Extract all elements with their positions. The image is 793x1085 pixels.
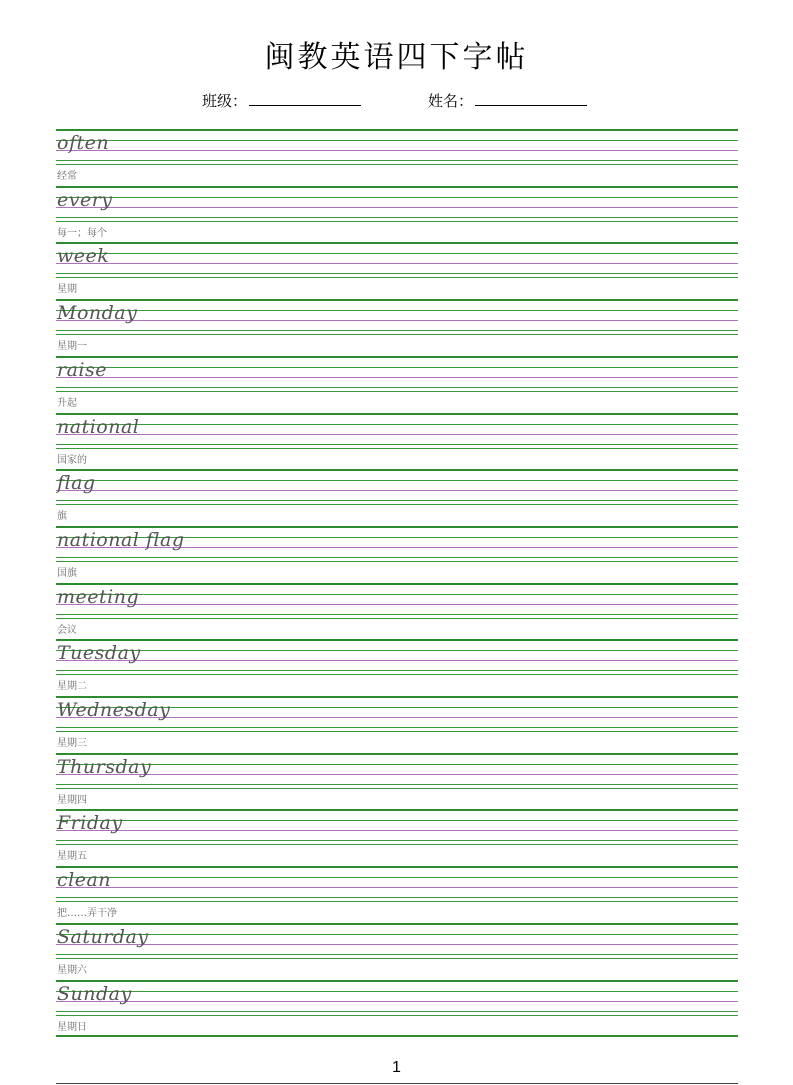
guide-line-green <box>56 650 738 651</box>
guide-line-purple <box>56 660 738 661</box>
practice-row <box>56 696 738 753</box>
name-blank-line[interactable] <box>475 91 587 106</box>
guide-line-green <box>56 727 738 728</box>
vocab-word: every <box>57 188 113 211</box>
vocab-meaning: 国旗 <box>57 567 77 579</box>
guide-line-green <box>56 448 738 449</box>
vocab-word: Saturday <box>57 925 149 948</box>
guide-line-purple <box>56 490 738 491</box>
vocab-word: Thursday <box>57 755 152 778</box>
practice-row <box>56 129 738 186</box>
practice-row <box>56 299 738 356</box>
guide-line-green <box>56 696 738 698</box>
guide-line-green <box>56 480 738 481</box>
guide-line-green <box>56 391 738 392</box>
vocab-word: national <box>57 415 140 438</box>
guide-line-purple <box>56 1001 738 1002</box>
practice-row <box>56 866 738 923</box>
guide-line-purple <box>56 207 738 208</box>
guide-line-green <box>56 413 738 415</box>
guide-line-green <box>56 253 738 254</box>
vocab-word: meeting <box>57 585 140 608</box>
guide-line-green <box>56 500 738 501</box>
page-title: 闽教英语四下字帖 <box>264 40 529 75</box>
page-number: 1 <box>392 1059 401 1076</box>
practice-row <box>56 980 738 1037</box>
class-blank-line[interactable] <box>249 91 361 106</box>
guide-line-purple <box>56 944 738 945</box>
guide-line-green <box>56 618 738 619</box>
vocab-word: Tuesday <box>57 642 141 665</box>
vocab-meaning: 会议 <box>57 624 77 636</box>
guide-line-green <box>56 923 738 925</box>
guide-line-purple <box>56 604 738 605</box>
guide-line-green <box>56 160 738 161</box>
vocab-meaning: 升起 <box>57 397 77 409</box>
guide-line-green <box>56 901 738 902</box>
vocab-meaning: 经常 <box>57 171 77 182</box>
guide-line-green <box>56 557 738 558</box>
guide-line-green <box>56 670 738 671</box>
guide-line-green <box>56 991 738 992</box>
guide-line-green <box>56 731 738 732</box>
practice-row <box>56 583 738 640</box>
guide-line-purple <box>56 320 738 321</box>
vocab-word: Sunday <box>57 982 132 1005</box>
vocab-word: flag <box>57 472 96 495</box>
guide-line-purple <box>56 434 738 435</box>
guide-line-green <box>56 310 738 311</box>
vocab-meaning: 星期三 <box>57 738 87 749</box>
guide-line-green <box>56 788 738 789</box>
guide-line-green <box>56 526 738 528</box>
guide-line-green <box>56 186 738 188</box>
guide-line-green <box>56 387 738 388</box>
guide-line-green <box>56 504 738 505</box>
guide-line-green <box>56 424 738 425</box>
guide-line-green <box>56 242 738 244</box>
guide-line-green <box>56 469 738 471</box>
guide-line-green <box>56 614 738 615</box>
guide-line-green <box>56 273 738 274</box>
guide-line-green <box>56 877 738 878</box>
guide-line-green <box>56 594 738 595</box>
vocab-meaning: 每一；每个 <box>57 227 107 239</box>
footer-divider <box>56 1083 738 1084</box>
guide-line-green <box>56 129 738 131</box>
guide-line-green <box>56 334 738 335</box>
guide-line-green <box>56 958 738 959</box>
practice-row <box>56 186 738 243</box>
practice-row <box>56 469 738 526</box>
guide-line-green <box>56 1011 738 1012</box>
vocab-word: Monday <box>57 302 138 325</box>
vocab-meaning: 星期四 <box>57 794 87 806</box>
guide-line-green <box>56 217 738 218</box>
guide-line-green <box>56 639 738 641</box>
guide-line-green <box>56 583 738 585</box>
practice-row <box>56 526 738 583</box>
guide-line-purple <box>56 377 738 378</box>
practice-row <box>56 923 738 980</box>
guide-line-green <box>56 980 738 982</box>
vocab-word: Friday <box>57 812 123 835</box>
vocab-meaning: 星期六 <box>57 964 87 976</box>
guide-line-green <box>56 164 738 165</box>
guide-line-green <box>56 221 738 222</box>
vocab-word: national flag <box>57 528 185 551</box>
guide-line-green <box>56 140 738 141</box>
vocab-meaning: 旗 <box>57 511 67 523</box>
guide-line-green <box>56 764 738 765</box>
name-label: 姓名： <box>428 92 474 110</box>
guide-line-green <box>56 784 738 785</box>
vocab-word: Wednesday <box>57 699 171 721</box>
guide-line-green <box>56 277 738 278</box>
vocab-word: week <box>57 245 110 268</box>
class-field <box>202 90 361 111</box>
guide-line-green <box>56 356 738 358</box>
guide-line-green <box>56 367 738 368</box>
class-label: 班级： <box>202 92 248 110</box>
vocab-meaning: 星期 <box>57 284 77 296</box>
vocab-meaning: 星期五 <box>57 851 87 863</box>
vocab-word: often <box>57 132 110 154</box>
guide-line-purple <box>56 830 738 831</box>
practice-row <box>56 809 738 866</box>
vocab-meaning: 星期一 <box>57 341 87 353</box>
guide-line-green <box>56 809 738 811</box>
guide-line-green <box>56 299 738 301</box>
practice-row <box>56 753 738 810</box>
guide-line-green <box>56 1015 738 1016</box>
guide-line-green <box>56 1035 738 1037</box>
practice-row <box>56 356 738 413</box>
name-field <box>428 90 587 111</box>
guide-line-green <box>56 840 738 841</box>
guide-line-purple <box>56 263 738 264</box>
practice-row <box>56 639 738 696</box>
guide-line-purple <box>56 887 738 888</box>
vocab-meaning: 把……弄干净 <box>57 908 117 920</box>
guide-line-green <box>56 444 738 445</box>
guide-line-green <box>56 561 738 562</box>
vocab-meaning: 星期日 <box>57 1021 87 1033</box>
vocab-word: raise <box>57 358 107 381</box>
vocab-word: clean <box>57 869 112 892</box>
guide-line-purple <box>56 774 738 775</box>
guide-line-purple <box>56 150 738 151</box>
guide-line-green <box>56 934 738 935</box>
guide-line-green <box>56 866 738 868</box>
practice-row <box>56 242 738 299</box>
practice-row <box>56 413 738 470</box>
guide-line-green <box>56 674 738 675</box>
guide-line-green <box>56 197 738 198</box>
vocab-meaning: 国家的 <box>57 454 87 466</box>
guide-line-green <box>56 820 738 821</box>
vocab-meaning: 星期二 <box>57 681 87 693</box>
guide-line-green <box>56 330 738 331</box>
guide-line-green <box>56 954 738 955</box>
guide-line-green <box>56 897 738 898</box>
guide-line-green <box>56 844 738 845</box>
guide-line-green <box>56 753 738 755</box>
